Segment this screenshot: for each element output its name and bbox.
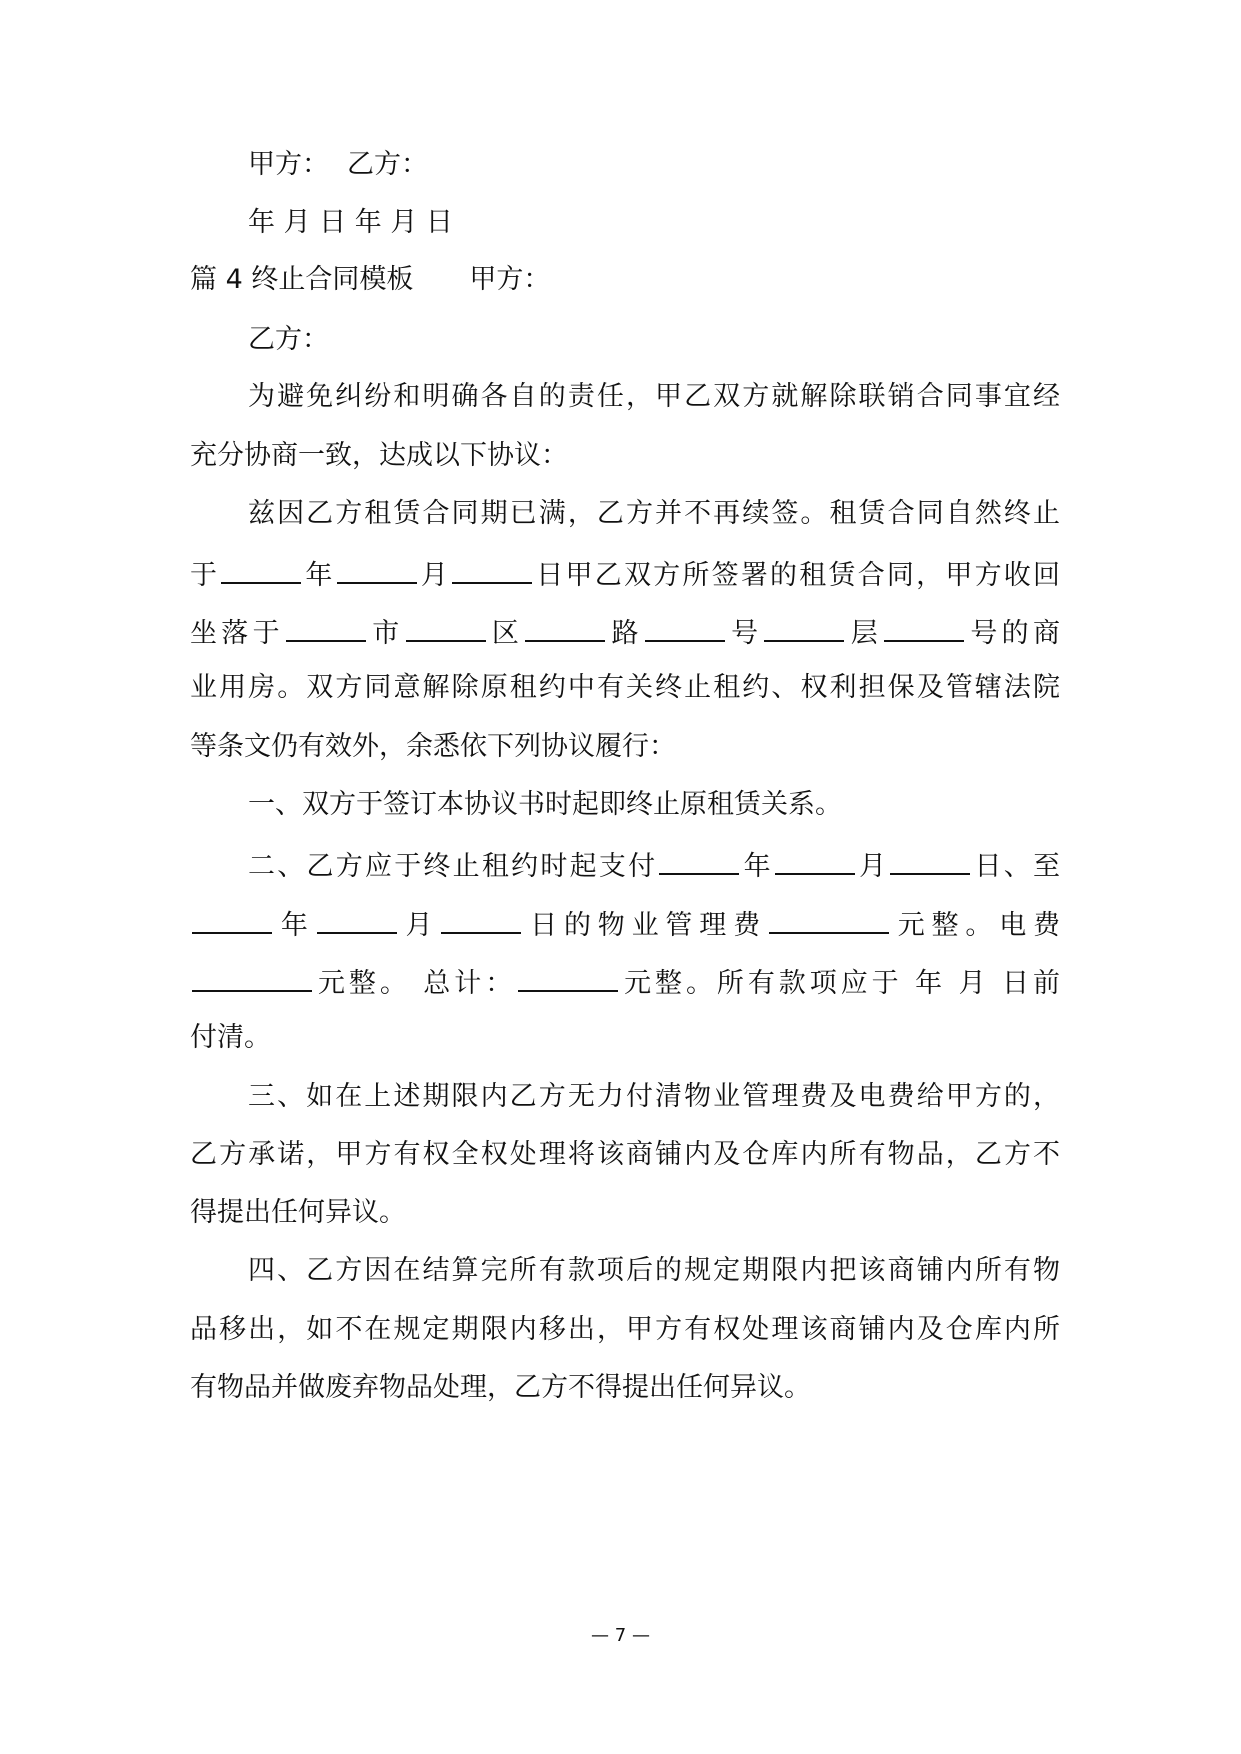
text-segment: 日甲乙双方所签署的租赁合同，甲方收回 bbox=[534, 560, 1060, 591]
item-4-line-1: 四、乙方因在结算完所有款项后的规定期限内把该商铺内所有物 bbox=[248, 1255, 1060, 1286]
paragraph-1-line-1: 兹因乙方租赁合同期已满，乙方并不再续签。租赁合同自然终止 bbox=[248, 498, 1060, 529]
item-2-line-4: 付清。 bbox=[190, 1022, 271, 1053]
text-segment: 日、至 bbox=[972, 851, 1060, 882]
text-segment: 号 bbox=[726, 618, 763, 649]
fill-blank bbox=[645, 610, 725, 642]
item-1-line: 一、双方于签订本协议书时起即终止原租赁关系。 bbox=[248, 789, 842, 820]
fill-blank bbox=[525, 610, 605, 642]
signature-parties-line bbox=[248, 145, 1060, 185]
text-segment: 路 bbox=[607, 618, 643, 649]
paragraph-1-line-5: 等条文仍有效外，余悉依下列协议履行： bbox=[190, 731, 676, 762]
item-4-line-2: 品移出，如不在规定期限内移出，甲方有权处理该商铺内及仓库内所 bbox=[190, 1314, 1060, 1345]
text-segment: 区 bbox=[487, 618, 524, 649]
fill-blank bbox=[659, 843, 739, 875]
paragraph-1-line-3 bbox=[190, 610, 1060, 650]
fill-blank bbox=[764, 610, 844, 642]
section-party-a-label: 甲方： bbox=[469, 264, 551, 295]
page-number: — 7 — bbox=[591, 1625, 650, 1646]
text-segment: 日的物业管理费 bbox=[523, 910, 767, 941]
fill-blank bbox=[317, 902, 397, 934]
item-2-line-1 bbox=[248, 843, 1060, 883]
text-segment: 月 bbox=[398, 910, 440, 941]
item-2-line-2 bbox=[190, 902, 1060, 942]
fill-blank bbox=[221, 552, 301, 584]
signature-party-b-label: 乙方： bbox=[347, 149, 428, 180]
fill-blank bbox=[286, 610, 366, 642]
text-segment: 号的商 bbox=[966, 618, 1060, 649]
fill-blank bbox=[775, 843, 855, 875]
text-segment: 坐落于 bbox=[190, 618, 284, 649]
text-segment: 市 bbox=[367, 618, 404, 649]
signature-dates-line: 年 月 日 年 月 日 bbox=[248, 207, 453, 238]
fill-blank bbox=[884, 610, 964, 642]
text-segment: 层 bbox=[846, 618, 883, 649]
text-segment: 月 bbox=[418, 560, 451, 591]
text-segment: 年 bbox=[741, 851, 773, 882]
section-heading: 篇 4 终止合同模板 bbox=[190, 264, 414, 295]
text-segment: 年 bbox=[303, 560, 335, 591]
section-heading-line bbox=[190, 260, 1060, 300]
text-segment: 二、乙方应于终止租约时起支付 bbox=[248, 851, 658, 882]
intro-line-2: 充分协商一致，达成以下协议： bbox=[190, 440, 568, 471]
fill-blank bbox=[406, 610, 486, 642]
text-segment: 月 bbox=[856, 851, 889, 882]
item-4-line-3: 有物品并做废弃物品处理，乙方不得提出任何异议。 bbox=[190, 1372, 811, 1403]
text-segment: 于 bbox=[190, 560, 220, 591]
item-3-line-2: 乙方承诺，甲方有权全权处理将该商铺内及仓库内所有物品，乙方不 bbox=[190, 1139, 1060, 1170]
item-2-line-3 bbox=[190, 960, 1060, 1000]
intro-line-1: 为避免纠纷和明确各自的责任，甲乙双方就解除联销合同事宜经 bbox=[248, 381, 1060, 412]
fill-blank bbox=[441, 902, 521, 934]
fill-blank bbox=[192, 902, 272, 934]
fill-blank bbox=[518, 960, 618, 992]
item-3-line-3: 得提出任何异议。 bbox=[190, 1197, 406, 1228]
section-party-b-label: 乙方： bbox=[248, 324, 329, 355]
paragraph-1-line-4: 业用房。双方同意解除原租约中有关终止租约、权利担保及管辖法院 bbox=[190, 672, 1060, 703]
item-3-line-1: 三、如在上述期限内乙方无力付清物业管理费及电费给甲方的， bbox=[248, 1081, 1060, 1112]
fill-blank bbox=[452, 552, 532, 584]
fill-blank bbox=[337, 552, 417, 584]
signature-party-a-label: 甲方： bbox=[248, 149, 329, 180]
text-segment: 元整。 总计： bbox=[314, 968, 517, 999]
text-segment: 元整。电费 bbox=[890, 910, 1060, 941]
fill-blank bbox=[192, 960, 312, 992]
text-segment: 年 bbox=[274, 910, 315, 941]
text-segment: 元整。所有款项应于 年 月 日前 bbox=[620, 968, 1060, 999]
fill-blank bbox=[890, 843, 970, 875]
paragraph-1-line-2 bbox=[190, 552, 1060, 592]
fill-blank bbox=[769, 902, 889, 934]
